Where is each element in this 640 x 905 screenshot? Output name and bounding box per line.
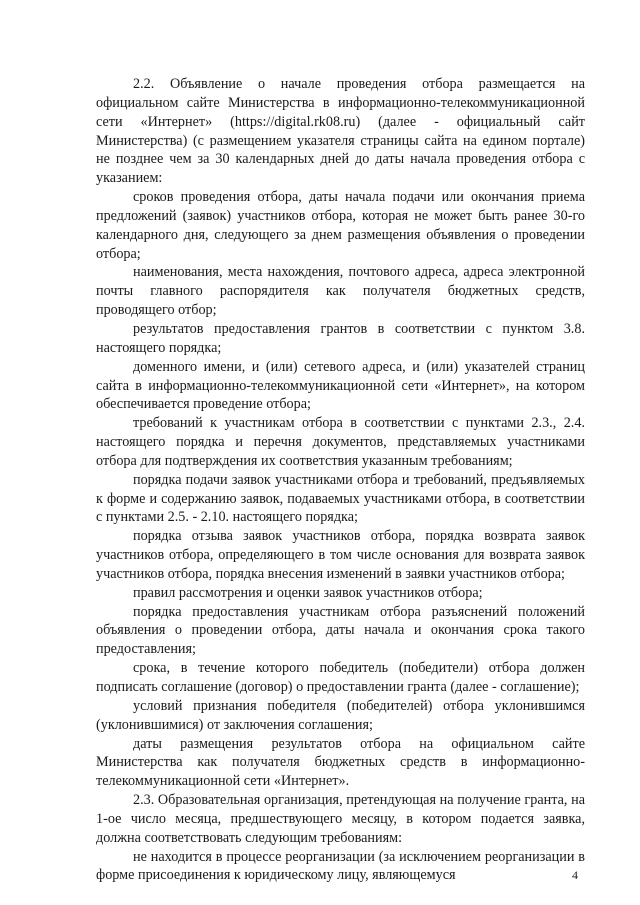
list-item-withdrawal-procedure: порядка отзыва заявок участников отбора, порядка возврата заявок участников отбора, определяющего в том числе основания для возврата заявок участников отбора, порядка внесения изменений в заявки участников отбора; xyxy=(96,528,585,582)
list-item-evaluation-rules: правил рассмотрения и оценки заявок участников отбора; xyxy=(133,584,483,601)
list-item-reorganization: не находится в процессе реорганизации (за исключением реорганизации в форме присоединения к юридическому лицу, являющемуся xyxy=(96,848,585,884)
list-item-evasion-conditions: условий признания победителя (победителей) отбора уклонившимся (уклонившимися) от заключения соглашения; xyxy=(96,697,585,733)
paragraph-2-2: 2.2. Объявление о начале проведения отбора размещается на официальном сайте Министерства в информационно-телекоммуникационной сети «Интернет» (https://digital.rk08.ru) (далее - официальный сайт Министерства) (с размещением указателя страницы сайта на едином портале) не позднее чем за 30 календарных дней до даты начала проведения отбора с указанием: xyxy=(96,76,585,187)
list-item-agreement-deadline: срока, в течение которого победитель (победители) отбора должен подписать соглашение (договор) о предоставлении гранта (далее - соглашение); xyxy=(96,660,585,695)
list-item-domain-name: доменного имени, и (или) сетевого адреса, и (или) указателей страниц сайта в информационно-телекоммуникационной сети «Интернет», на котором обеспечивается проведение отбора; xyxy=(96,358,585,413)
page-number: 4 xyxy=(572,868,578,882)
list-item-deadlines: сроков проведения отбора, даты начала подачи или окончания приема предложений (заявок) участников отбора, которая не может быть ранее 30-го календарного дня, следующего за днем размещения объявления о проведении отбора; xyxy=(96,189,585,262)
list-item-results-publication: даты размещения результатов отбора на официальном сайте Министерства как получателя бюджетных средств в информационно-телекоммуникационной сети «Интернет». xyxy=(96,735,585,790)
list-item-application-procedure: порядка подачи заявок участниками отбора и требований, предъявляемых к форме и содержанию заявок, подаваемых участниками отбора, в соответствии с пунктами 2.5. - 2.10. настоящего порядка; xyxy=(96,471,585,526)
list-item-participant-requirements: требований к участникам отбора в соответствии с пунктами 2.3., 2.4. настоящего порядка и перечня документов, представляемых участниками отбора для подтверждения их соответствия указанным требованиям; xyxy=(96,415,585,469)
paragraph-2-3: 2.3. Образовательная организация, претендующая на получение гранта, на 1-ое число месяца, предшествующего месяцу, в котором подается заявка, должна соответствовать следующим требованиям: xyxy=(96,792,585,846)
list-item-grant-results: результатов предоставления грантов в соответствии с пунктом 3.8. настоящего порядка; xyxy=(96,320,585,356)
list-item-organizer-address: наименования, места нахождения, почтового адреса, адреса электронной почты главного распорядителя как получателя бюджетных средств, проводящего отбор; xyxy=(96,264,585,319)
document-body xyxy=(96,75,585,885)
list-item-clarifications: порядка предоставления участникам отбора разъяснений положений объявления о проведении отбора, даты начала и окончания срока такого предоставления; xyxy=(96,603,585,658)
